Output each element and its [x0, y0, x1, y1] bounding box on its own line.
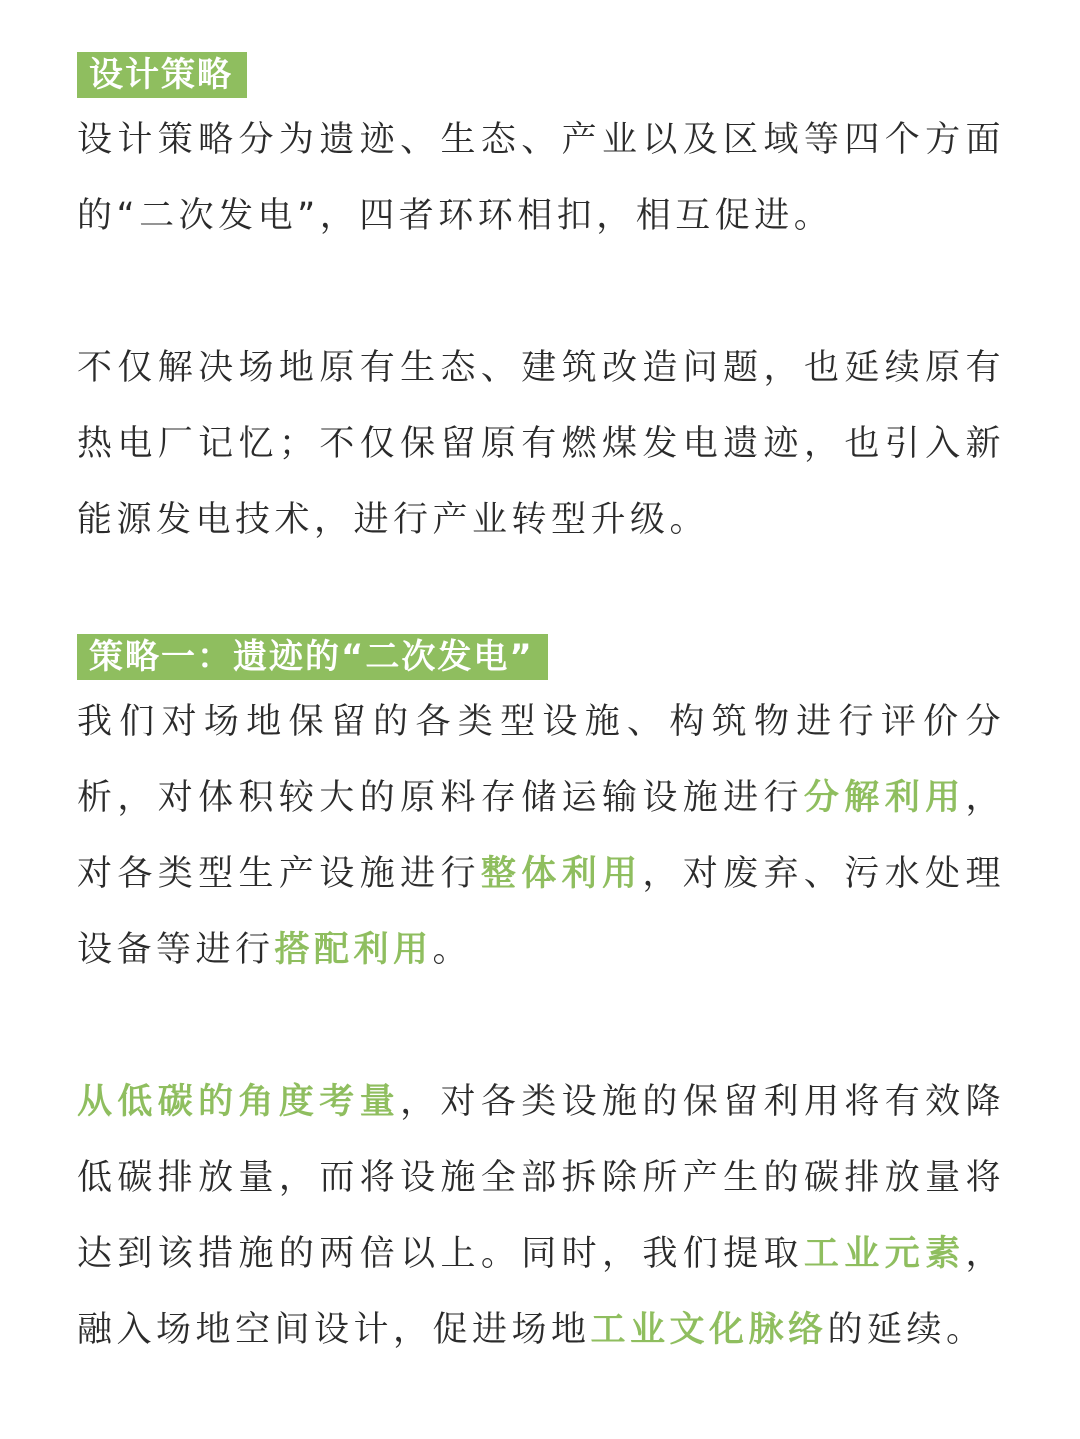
paragraph-strategy-overview: 设计策略分为遗迹、生态、产业以及区域等四个方面的“二次发电”，四者环环相扣，相互促进。 [77, 120, 1005, 236]
paragraph-heritage-reuse [77, 684, 1005, 988]
highlight-combined-use: 搭配利用 [274, 930, 433, 970]
article-body [77, 52, 1005, 1368]
highlight-low-carbon: 从低碳的角度考量 [77, 1082, 401, 1122]
highlight-whole-use: 整体利用 [480, 854, 643, 894]
highlight-decompose-use: 分解利用 [803, 778, 966, 818]
paragraph-strategy-detail: 不仅解决场地原有生态、建筑改造问题，也延续原有热电厂记忆；不仅保留原有燃煤发电遗迹，也引入新能源发电技术，进行产业转型升级。 [77, 348, 1005, 540]
text-segment: ，对各类型生产设施进行 [77, 778, 1005, 894]
text-segment: ，融入场地空间设计，促进场地 [77, 1234, 1005, 1350]
text-segment: 我们对场地保留的各类型设施、构筑物进行评价分析，对体积较大的原料存储运输设施进行 [77, 702, 1005, 818]
section-heading-strategy-one: 策略一：遗迹的“二次发电” [77, 634, 548, 680]
text-segment: 的延续。 [827, 1310, 986, 1350]
highlight-industrial-elements: 工业元素 [803, 1234, 966, 1274]
paragraph-low-carbon [77, 1064, 1005, 1368]
text-segment: ，对废弃、污水处理设备等进行 [77, 854, 1005, 970]
text-segment: ，对各类设施的保留利用将有效降低碳排放量，而将设施全部拆除所产生的碳排放量将达到该措施的两倍以上。同时，我们提取 [77, 1082, 1005, 1274]
highlight-industrial-culture: 工业文化脉络 [590, 1310, 828, 1350]
text-segment: 。 [432, 930, 473, 970]
section-heading-design-strategy: 设计策略 [77, 52, 247, 98]
